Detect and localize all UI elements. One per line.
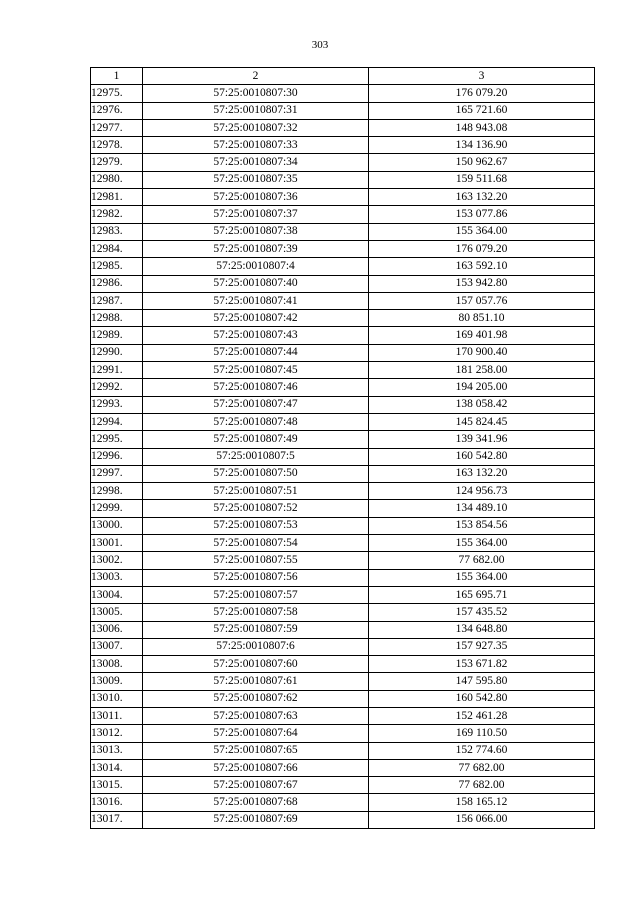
row-number-cell: 12995. [91,431,143,448]
table-row [91,223,595,240]
cadastral-number-cell: 57:25:0010807:60 [143,656,369,673]
value-cell: 155 364.00 [369,569,595,586]
value-cell: 181 258.00 [369,362,595,379]
cadastral-number-cell: 57:25:0010807:46 [143,379,369,396]
cadastral-number-cell: 57:25:0010807:45 [143,362,369,379]
row-number-cell: 13016. [91,794,143,811]
value-cell: 157 057.76 [369,292,595,309]
row-number-cell: 13002. [91,552,143,569]
table-row [91,448,595,465]
value-cell: 170 900.40 [369,344,595,361]
row-number-cell: 13006. [91,621,143,638]
column-header-3: 3 [369,68,595,85]
table-body [91,85,595,829]
table-row [91,431,595,448]
header-row [91,68,595,85]
table-row [91,362,595,379]
value-cell: 134 489.10 [369,500,595,517]
table-row [91,638,595,655]
row-number-cell: 12979. [91,154,143,171]
value-cell: 155 364.00 [369,535,595,552]
cadastral-number-cell: 57:25:0010807:40 [143,275,369,292]
table-row [91,569,595,586]
value-cell: 153 942.80 [369,275,595,292]
cadastral-number-cell: 57:25:0010807:67 [143,777,369,794]
cadastral-number-cell: 57:25:0010807:62 [143,690,369,707]
data-table [90,67,595,829]
row-number-cell: 12977. [91,119,143,136]
table-row [91,759,595,776]
page-number: 303 [311,39,329,51]
cadastral-number-cell: 57:25:0010807:64 [143,725,369,742]
cadastral-number-cell: 57:25:0010807:36 [143,189,369,206]
table-row [91,535,595,552]
cadastral-number-cell: 57:25:0010807:37 [143,206,369,223]
row-number-cell: 13007. [91,638,143,655]
row-number-cell: 12992. [91,379,143,396]
table-row [91,240,595,257]
value-cell: 148 943.08 [369,119,595,136]
value-cell: 176 079.20 [369,240,595,257]
value-cell: 134 136.90 [369,137,595,154]
table-row [91,327,595,344]
table-row [91,777,595,794]
value-cell: 163 132.20 [369,189,595,206]
row-number-cell: 12994. [91,413,143,430]
table-row [91,292,595,309]
table-row [91,690,595,707]
value-cell: 77 682.00 [369,777,595,794]
cadastral-number-cell: 57:25:0010807:44 [143,344,369,361]
cadastral-number-cell: 57:25:0010807:68 [143,794,369,811]
table-row [91,673,595,690]
value-cell: 194 205.00 [369,379,595,396]
row-number-cell: 12985. [91,258,143,275]
table-row [91,171,595,188]
row-number-cell: 12978. [91,137,143,154]
cadastral-number-cell: 57:25:0010807:59 [143,621,369,638]
row-number-cell: 12983. [91,223,143,240]
cadastral-number-cell: 57:25:0010807:56 [143,569,369,586]
row-number-cell: 12999. [91,500,143,517]
value-cell: 158 165.12 [369,794,595,811]
cadastral-number-cell: 57:25:0010807:38 [143,223,369,240]
table-row [91,483,595,500]
row-number-cell: 13014. [91,759,143,776]
table-row [91,85,595,102]
value-cell: 77 682.00 [369,552,595,569]
value-cell: 157 435.52 [369,604,595,621]
table-row [91,275,595,292]
value-cell: 145 824.45 [369,413,595,430]
cadastral-number-cell: 57:25:0010807:55 [143,552,369,569]
cadastral-number-cell: 57:25:0010807:57 [143,586,369,603]
table-row [91,344,595,361]
cadastral-number-cell: 57:25:0010807:34 [143,154,369,171]
value-cell: 147 595.80 [369,673,595,690]
cadastral-number-cell: 57:25:0010807:5 [143,448,369,465]
row-number-cell: 12993. [91,396,143,413]
cadastral-number-cell: 57:25:0010807:69 [143,811,369,828]
cadastral-number-cell: 57:25:0010807:47 [143,396,369,413]
cadastral-number-cell: 57:25:0010807:30 [143,85,369,102]
table-row [91,517,595,534]
cadastral-number-cell: 57:25:0010807:49 [143,431,369,448]
table-row [91,413,595,430]
row-number-cell: 12990. [91,344,143,361]
value-cell: 153 671.82 [369,656,595,673]
value-cell: 163 132.20 [369,465,595,482]
table-row [91,707,595,724]
row-number-cell: 13003. [91,569,143,586]
cadastral-number-cell: 57:25:0010807:51 [143,483,369,500]
cadastral-number-cell: 57:25:0010807:48 [143,413,369,430]
value-cell: 80 851.10 [369,310,595,327]
row-number-cell: 12984. [91,240,143,257]
row-number-cell: 12982. [91,206,143,223]
table-row [91,604,595,621]
row-number-cell: 12975. [91,85,143,102]
row-number-cell: 13010. [91,690,143,707]
row-number-cell: 12996. [91,448,143,465]
cadastral-number-cell: 57:25:0010807:43 [143,327,369,344]
cadastral-number-cell: 57:25:0010807:54 [143,535,369,552]
table-row [91,258,595,275]
cadastral-number-cell: 57:25:0010807:6 [143,638,369,655]
value-cell: 150 962.67 [369,154,595,171]
value-cell: 165 721.60 [369,102,595,119]
column-header-2: 2 [143,68,369,85]
table-row [91,811,595,828]
table-row [91,794,595,811]
table-row [91,102,595,119]
row-number-cell: 12976. [91,102,143,119]
value-cell: 169 401.98 [369,327,595,344]
row-number-cell: 13001. [91,535,143,552]
table-row [91,621,595,638]
cadastral-number-cell: 57:25:0010807:53 [143,517,369,534]
cadastral-number-cell: 57:25:0010807:63 [143,707,369,724]
value-cell: 153 077.86 [369,206,595,223]
value-cell: 138 058.42 [369,396,595,413]
row-number-cell: 13017. [91,811,143,828]
table-row [91,656,595,673]
table-row [91,742,595,759]
row-number-cell: 13013. [91,742,143,759]
row-number-cell: 13015. [91,777,143,794]
row-number-cell: 13009. [91,673,143,690]
value-cell: 77 682.00 [369,759,595,776]
row-number-cell: 13004. [91,586,143,603]
row-number-cell: 12989. [91,327,143,344]
row-number-cell: 13000. [91,517,143,534]
table-row [91,552,595,569]
row-number-cell: 12997. [91,465,143,482]
value-cell: 157 927.35 [369,638,595,655]
cadastral-number-cell: 57:25:0010807:50 [143,465,369,482]
cadastral-number-cell: 57:25:0010807:31 [143,102,369,119]
row-number-cell: 13005. [91,604,143,621]
row-number-cell: 12998. [91,483,143,500]
value-cell: 169 110.50 [369,725,595,742]
value-cell: 176 079.20 [369,85,595,102]
cadastral-number-cell: 57:25:0010807:52 [143,500,369,517]
table-row [91,154,595,171]
table-row [91,500,595,517]
row-number-cell: 13012. [91,725,143,742]
table-row [91,396,595,413]
table-row [91,206,595,223]
value-cell: 160 542.80 [369,448,595,465]
value-cell: 134 648.80 [369,621,595,638]
table-row [91,189,595,206]
cadastral-number-cell: 57:25:0010807:35 [143,171,369,188]
value-cell: 165 695.71 [369,586,595,603]
value-cell: 152 461.28 [369,707,595,724]
table-row [91,586,595,603]
cadastral-number-cell: 57:25:0010807:41 [143,292,369,309]
row-number-cell: 12988. [91,310,143,327]
value-cell: 159 511.68 [369,171,595,188]
table-row [91,465,595,482]
row-number-cell: 12987. [91,292,143,309]
cadastral-number-cell: 57:25:0010807:4 [143,258,369,275]
row-number-cell: 12986. [91,275,143,292]
value-cell: 124 956.73 [369,483,595,500]
table-row [91,119,595,136]
table-row [91,725,595,742]
value-cell: 155 364.00 [369,223,595,240]
value-cell: 152 774.60 [369,742,595,759]
cadastral-number-cell: 57:25:0010807:66 [143,759,369,776]
table-header [91,68,595,85]
value-cell: 163 592.10 [369,258,595,275]
row-number-cell: 12980. [91,171,143,188]
row-number-cell: 13011. [91,707,143,724]
column-header-1: 1 [91,68,143,85]
value-cell: 139 341.96 [369,431,595,448]
cadastral-number-cell: 57:25:0010807:65 [143,742,369,759]
cadastral-number-cell: 57:25:0010807:33 [143,137,369,154]
table-row [91,379,595,396]
cadastral-number-cell: 57:25:0010807:61 [143,673,369,690]
cadastral-number-cell: 57:25:0010807:42 [143,310,369,327]
row-number-cell: 12981. [91,189,143,206]
row-number-cell: 12991. [91,362,143,379]
table-row [91,310,595,327]
cadastral-number-cell: 57:25:0010807:58 [143,604,369,621]
cadastral-number-cell: 57:25:0010807:39 [143,240,369,257]
cadastral-number-cell: 57:25:0010807:32 [143,119,369,136]
value-cell: 156 066.00 [369,811,595,828]
value-cell: 153 854.56 [369,517,595,534]
value-cell: 160 542.80 [369,690,595,707]
row-number-cell: 13008. [91,656,143,673]
table-row [91,137,595,154]
